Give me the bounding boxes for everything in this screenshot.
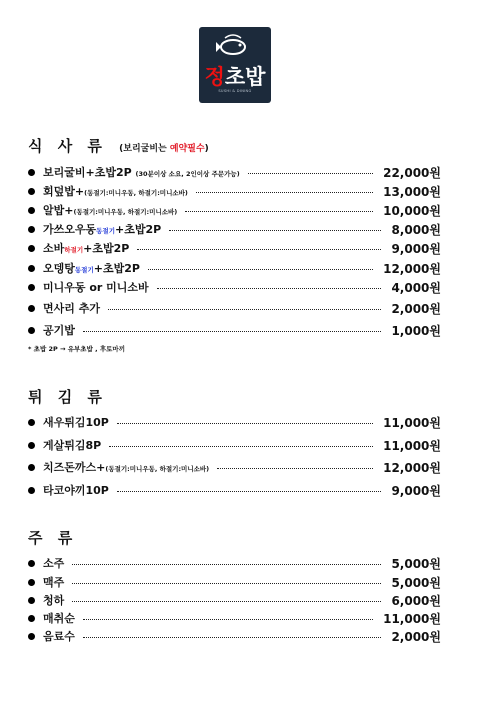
- restaurant-logo: [199, 27, 271, 103]
- item-price: 2,000원: [391, 301, 441, 316]
- bullet-icon: [28, 560, 35, 567]
- menu-item: 미니우동 or 미니소바 4,000원: [28, 278, 441, 296]
- menu-item: 면사리 추가 2,000원: [28, 299, 441, 317]
- item-price: 9,000원: [391, 483, 441, 498]
- item-price: 12,000원: [383, 460, 441, 475]
- bullet-icon: [28, 597, 35, 604]
- item-price: 5,000원: [391, 575, 441, 590]
- item-price: 4,000원: [391, 280, 441, 295]
- bullet-icon: [28, 633, 35, 640]
- bullet-icon: [28, 464, 35, 471]
- item-price: 6,000원: [391, 593, 441, 608]
- menu-item: 소바하절기+초밥2P 9,000원: [28, 239, 441, 257]
- item-price: 11,000원: [383, 438, 441, 453]
- bullet-icon: [28, 226, 35, 233]
- item-price: 11,000원: [383, 611, 441, 626]
- bullet-icon: [28, 188, 35, 195]
- section-title-meals: 식 사 류 (보리굴비는 예약필수): [28, 137, 209, 155]
- item-price: 2,000원: [391, 629, 441, 644]
- bullet-icon: [28, 579, 35, 586]
- logo-name: 정초밥: [204, 64, 266, 89]
- menu-item: 알밥+(동절기:미니우동, 하절기:미니소바) 10,000원: [28, 201, 441, 219]
- menu-item: 공기밥 1,000원: [28, 321, 441, 339]
- reservation-note: (보리굴비는 예약필수): [119, 144, 209, 154]
- item-price: 12,000원: [383, 261, 441, 276]
- menu-item: 보리굴비+초밥2P (30분이상 소요, 2인이상 주문가능) 22,000원: [28, 163, 441, 181]
- bullet-icon: [28, 169, 35, 176]
- bullet-icon: [28, 284, 35, 291]
- menu-item: 가쓰오우동동절기+초밥2P 8,000원: [28, 220, 441, 238]
- bullet-icon: [28, 442, 35, 449]
- section-title-drinks: 주 류: [28, 529, 78, 547]
- menu-item: 새우튀김10P 11,000원: [28, 413, 441, 431]
- item-price: 22,000원: [383, 165, 441, 180]
- bullet-icon: [28, 245, 35, 252]
- menu-item: 타코야끼10P 9,000원: [28, 481, 441, 499]
- bullet-icon: [28, 327, 35, 334]
- bullet-icon: [28, 487, 35, 494]
- menu-item: 청하 6,000원: [28, 591, 441, 609]
- bullet-icon: [28, 615, 35, 622]
- menu-item: 게살튀김8P 11,000원: [28, 436, 441, 454]
- bullet-icon: [28, 265, 35, 272]
- item-price: 13,000원: [383, 184, 441, 199]
- menu-item: 맥주 5,000원: [28, 573, 441, 591]
- item-price: 11,000원: [383, 415, 441, 430]
- item-price: 10,000원: [383, 203, 441, 218]
- menu-item: 오뎅탕동절기+초밥2P 12,000원: [28, 259, 441, 277]
- item-price: 9,000원: [391, 241, 441, 256]
- bullet-icon: [28, 419, 35, 426]
- item-price: 1,000원: [391, 323, 441, 338]
- bullet-icon: [28, 207, 35, 214]
- menu-item: 음료수 2,000원: [28, 627, 441, 645]
- menu-item: 회덮밥+(동절기:미니우동, 하절기:미니소바) 13,000원: [28, 182, 441, 200]
- menu-item: 소주 5,000원: [28, 554, 441, 572]
- item-price: 5,000원: [391, 556, 441, 571]
- bullet-icon: [28, 305, 35, 312]
- section-title-fried: 튀 김 류: [28, 388, 107, 406]
- menu-item: 치즈돈까스+(동절기:미니우동, 하절기:미니소바) 12,000원: [28, 458, 441, 476]
- logo-tagline: SUSHI & DINING: [218, 89, 252, 93]
- fish-icon: [215, 33, 251, 59]
- meals-footnote: * 초밥 2P → 유부초밥 , 후토마끼: [28, 345, 125, 353]
- menu-item: 매취순 11,000원: [28, 609, 441, 627]
- item-price: 8,000원: [391, 222, 441, 237]
